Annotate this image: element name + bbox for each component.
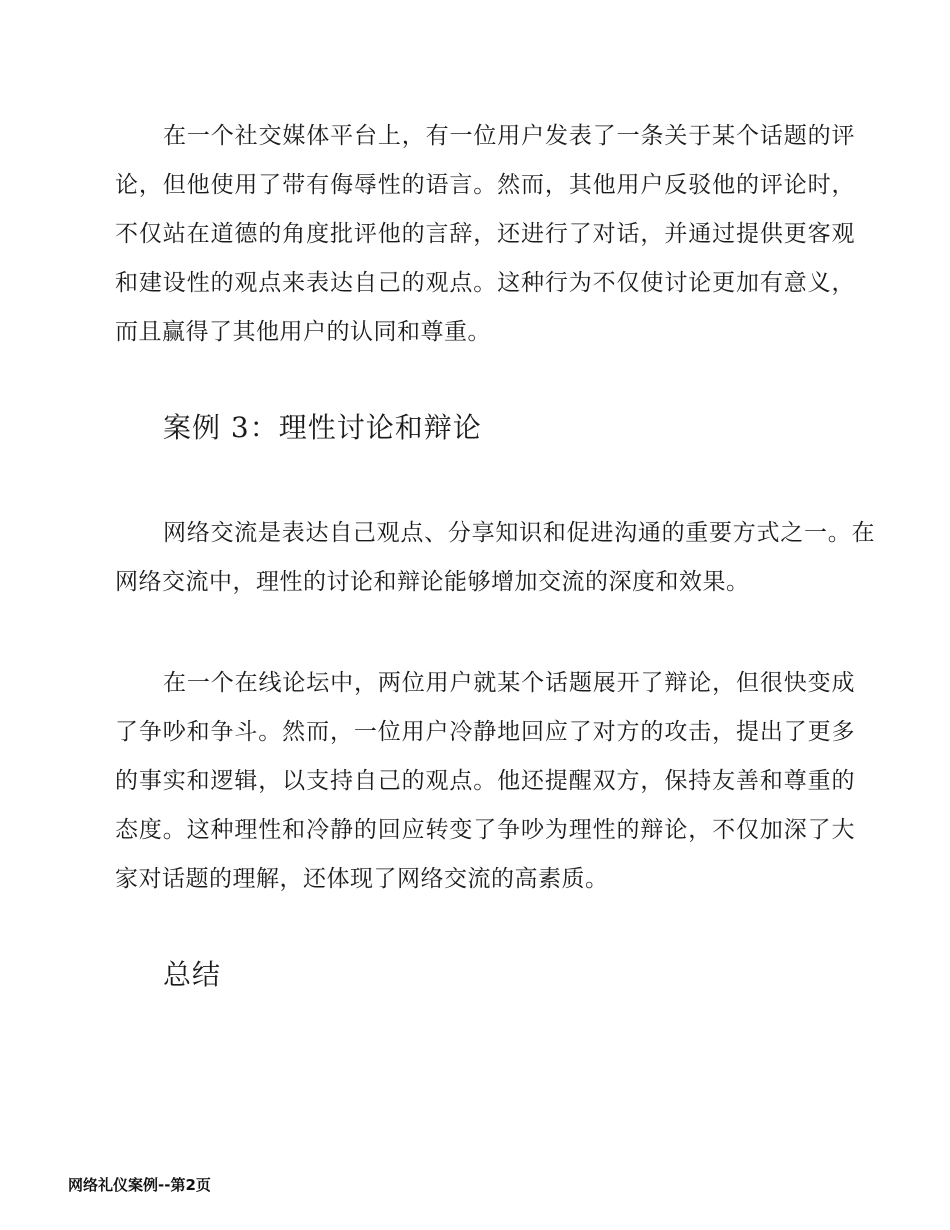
section-heading-summary: 总结 [163, 958, 222, 991]
paragraph-network-communication: 网络交流是表达自己观点、分享知识和促进沟通的重要方式之一。在网络交流中，理性的讨论和辩论能够增加交流的深度和效果。 [115, 520, 875, 595]
paragraph-social-media-case: 在一个社交媒体平台上，有一位用户发表了一条关于某个话题的评论，但他使用了带有侮辱性的语言。然而，其他用户反驳他的评论时，不仅站在道德的角度批评他的言辞，还进行了对话，并通过提供更客观和建设性的观点来表达自己的观点。这种行为不仅使讨论更加有意义，而且赢得了其他用户的认同和尊重。 [115, 123, 855, 345]
page-footer: 网络礼仪案例--第2页 [68, 1176, 211, 1194]
section-heading-case-3: 案例 3：理性讨论和辩论 [163, 411, 482, 444]
paragraph-forum-debate-case: 在一个在线论坛中，两位用户就某个话题展开了辩论，但很快变成了争吵和争斗。然而，一位用户冷静地回应了对方的攻击，提出了更多的事实和逻辑，以支持自己的观点。他还提醒双方，保持友善和尊重的态度。这种理性和冷静的回应转变了争吵为理性的辩论，不仅加深了大家对话题的理解，还体现了网络交流的高素质。 [115, 670, 855, 892]
